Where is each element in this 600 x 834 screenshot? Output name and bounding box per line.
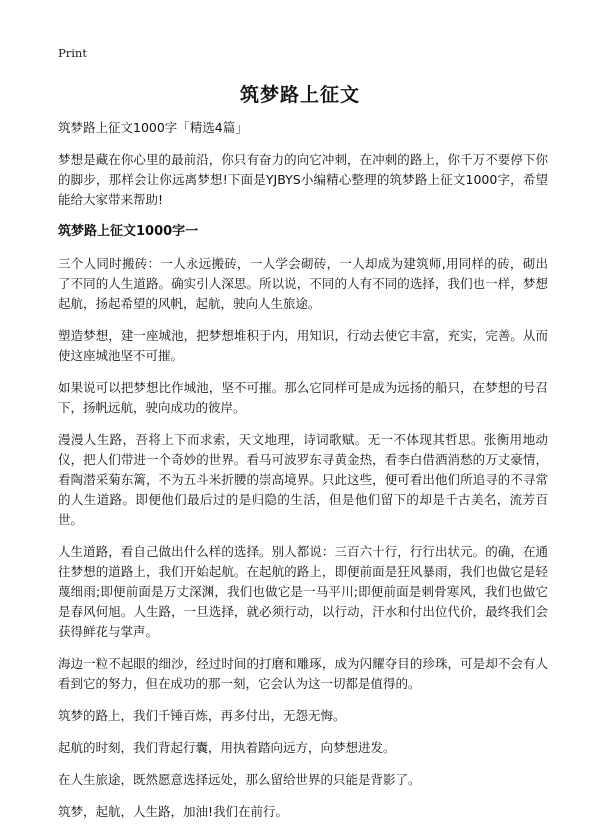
article-body (58, 118, 548, 834)
section-heading: 筑梦路上征文1000字一 (58, 224, 199, 239)
paragraph: 塑造梦想，建一座城池，把梦想堆积于内，用知识，行动去使它丰富，充实，完善。从而使这座城池坚不可摧。 (58, 328, 548, 363)
paragraph: 漫漫人生路，吾将上下而求索，天文地理，诗词歌赋。无一不体现其哲思。张衡用地动仪，把人们带进一个奇妙的世界。看马可波罗东寻黄金热，看李白借酒消愁的万丈豪情，看陶潜采菊东篱，不为五斗米折腰的崇高境界。只此这些，便可看出他们所追寻的不寻常的人生道路。即便他们最后过的是归隐的生活，但是他们留下的却是千古美名，流芳百世。 (58, 432, 548, 527)
paragraph: 起航的时刻，我们背起行囊，用执着踏向远方，向梦想进发。 (58, 740, 396, 755)
paragraph: 筑梦，起航，人生路，加油!我们在前行。 (58, 804, 289, 819)
page-title: 筑梦路上征文 (239, 84, 360, 106)
paragraph: 三个人同时搬砖：一人永远搬砖，一人学会砌砖，一人却成为建筑师,用同样的砖，砌出了不同的人生道路。确实引人深思。所以说，不同的人有不同的选择，我们也一样，梦想起航，扬起希望的风帆，起航，驶向人生旅途。 (58, 256, 548, 311)
paragraph: 海边一粒不起眼的细沙，经过时间的打磨和雕琢，成为闪耀夺目的珍珠，可是却不会有人看到它的努力，但在成功的那一刻，它会认为这一切都是值得的。 (58, 656, 548, 691)
article-subtitle: 筑梦路上征文1000字「精选4篇」 (58, 120, 248, 135)
paragraph: 如果说可以把梦想比作城池，坚不可摧。那么它同样可是成为远扬的船只，在梦想的号召下，扬帆远航，驶向成功的彼岸。 (58, 380, 548, 415)
print-label: Print (58, 46, 87, 60)
paragraph: 人生道路，看自己做出什么样的选择。别人都说：三百六十行，行行出状元。的确，在通往梦想的道路上，我们开始起航。在起航的路上，即便前面是狂风暴雨，我们也做它是轻蔑细雨;即便前面是万丈深渊，我们也做它是一马平川;即便前面是刺骨寒风，我们也做它是春风何旭。人生路，一旦选择，就必须行动，以行动，汗水和付出位代价，最终我们会获得鲜花与掌声。 (58, 544, 548, 639)
paragraph: 在人生旅途，既然愿意选择远处，那么留给世界的只能是背影了。 (58, 772, 421, 787)
paragraph: 筑梦的路上，我们千锤百炼，再多付出，无怨无悔。 (58, 708, 346, 723)
intro-paragraph: 梦想是藏在你心里的最前沿，你只有奋力的向它冲刺，在冲刺的路上，你千万不要停下你的脚步，那样会让你远离梦想!下面是YJBYS小编精心整理的筑梦路上征文1000字，希望能给大家带来帮助! (58, 152, 548, 207)
